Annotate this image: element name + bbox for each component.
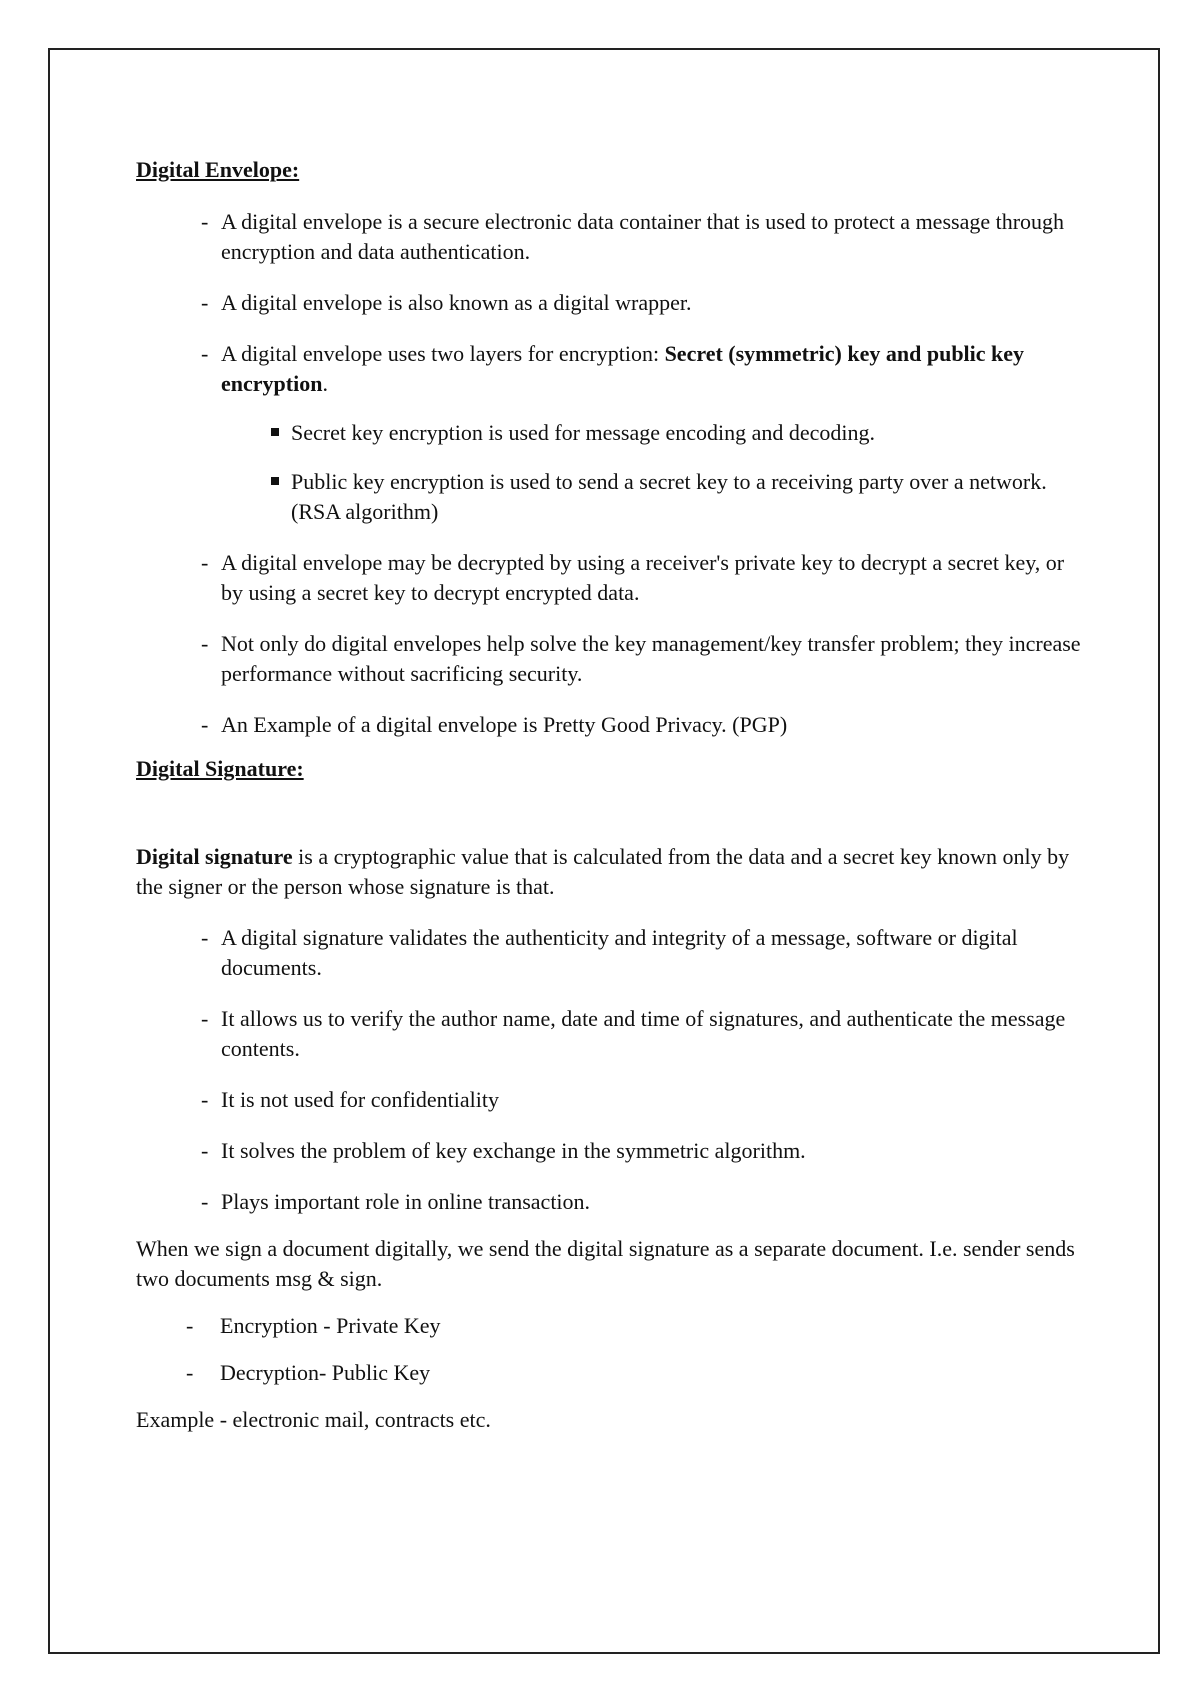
dash-bullet: - <box>201 341 209 366</box>
list-item <box>201 1187 1086 1217</box>
sub-list-item-text: Secret key encryption is used for message encoding and decoding. <box>291 420 876 445</box>
dash-bullet: - <box>201 1087 209 1112</box>
intro-rest-text: is a cryptographic value that is calculated from the data and a secret key known only by the signer or the person whose signature is that. <box>136 844 1070 899</box>
list-item-text: Not only do digital envelopes help solve the key management/key transfer problem; they increase performance without sacrificing security. <box>221 631 1081 686</box>
square-bullet-icon <box>271 428 279 436</box>
intro-bold-text: Digital signature <box>136 844 293 869</box>
list-item-text: It solves the problem of key exchange in the symmetric algorithm. <box>221 1138 806 1163</box>
list-item-text: Decryption- Public Key <box>220 1360 431 1385</box>
dash-bullet: - <box>201 1006 209 1031</box>
list-item-text: A digital envelope is a secure electronic data container that is used to protect a message through encryption and data authentication. <box>221 209 1065 264</box>
dash-bullet: - <box>201 550 209 575</box>
dash-bullet: - <box>186 1313 194 1338</box>
dash-bullet: - <box>201 209 209 234</box>
square-bullet-icon <box>271 477 279 485</box>
list-item <box>201 339 1086 527</box>
digital-envelope-heading: Digital Envelope: <box>136 157 300 182</box>
list-item <box>201 1085 1086 1115</box>
sub-list-item-text: Public key encryption is used to send a secret key to a receiving party over a network. (RSA algorithm) <box>291 469 1047 524</box>
dash-bullet: - <box>201 290 209 315</box>
list-item-text: Encryption - Private Key <box>220 1313 441 1338</box>
list-item-text: Plays important role in online transaction. <box>221 1189 591 1214</box>
list-item <box>201 1004 1086 1064</box>
document-content <box>136 155 1086 1435</box>
list-item <box>201 629 1086 689</box>
digital-signature-heading: Digital Signature: <box>136 756 304 781</box>
example-line: Example - electronic mail, contracts etc. <box>136 1407 491 1432</box>
sub-list <box>221 418 1086 527</box>
dash-bullet: - <box>201 925 209 950</box>
key-list <box>136 1311 1086 1388</box>
list-item-text: It is not used for confidentiality <box>221 1087 499 1112</box>
sub-list-item <box>271 467 1086 527</box>
envelope-list <box>136 207 1086 740</box>
list-item <box>201 288 1086 318</box>
list-item <box>201 207 1086 267</box>
list-item-text: A digital envelope is also known as a digital wrapper. <box>221 290 692 315</box>
layers-bold-text: Secret (symmetric) key and public key encryption <box>221 341 1025 396</box>
list-item-text: A digital signature validates the authenticity and integrity of a message, software or digital documents. <box>221 925 1018 980</box>
list-item-text: An Example of a digital envelope is Pretty Good Privacy. (PGP) <box>221 712 788 737</box>
list-item <box>186 1358 1086 1388</box>
layers-end: . <box>322 371 328 396</box>
list-item <box>201 710 1086 740</box>
list-item <box>186 1311 1086 1341</box>
signature-list <box>136 923 1086 1217</box>
list-item-text: A digital envelope may be decrypted by using a receiver's private key to decrypt a secret key, or by using a secret key to decrypt encrypted data. <box>221 550 1065 605</box>
list-item-text: It allows us to verify the author name, date and time of signatures, and authenticate the message contents. <box>221 1006 1066 1061</box>
dash-bullet: - <box>201 712 209 737</box>
list-item <box>201 923 1086 983</box>
dash-bullet: - <box>201 1138 209 1163</box>
dash-bullet: - <box>201 631 209 656</box>
sub-list-item <box>271 418 1086 448</box>
dash-bullet: - <box>201 1189 209 1214</box>
signature-paragraph: When we sign a document digitally, we send the digital signature as a separate document. I.e. sender sends two documents msg & sign. <box>136 1236 1075 1291</box>
dash-bullet: - <box>186 1360 194 1385</box>
list-item-text: A digital envelope uses two layers for encryption: <box>221 341 665 366</box>
list-item <box>201 1136 1086 1166</box>
signature-intro <box>136 842 1086 902</box>
list-item <box>201 548 1086 608</box>
